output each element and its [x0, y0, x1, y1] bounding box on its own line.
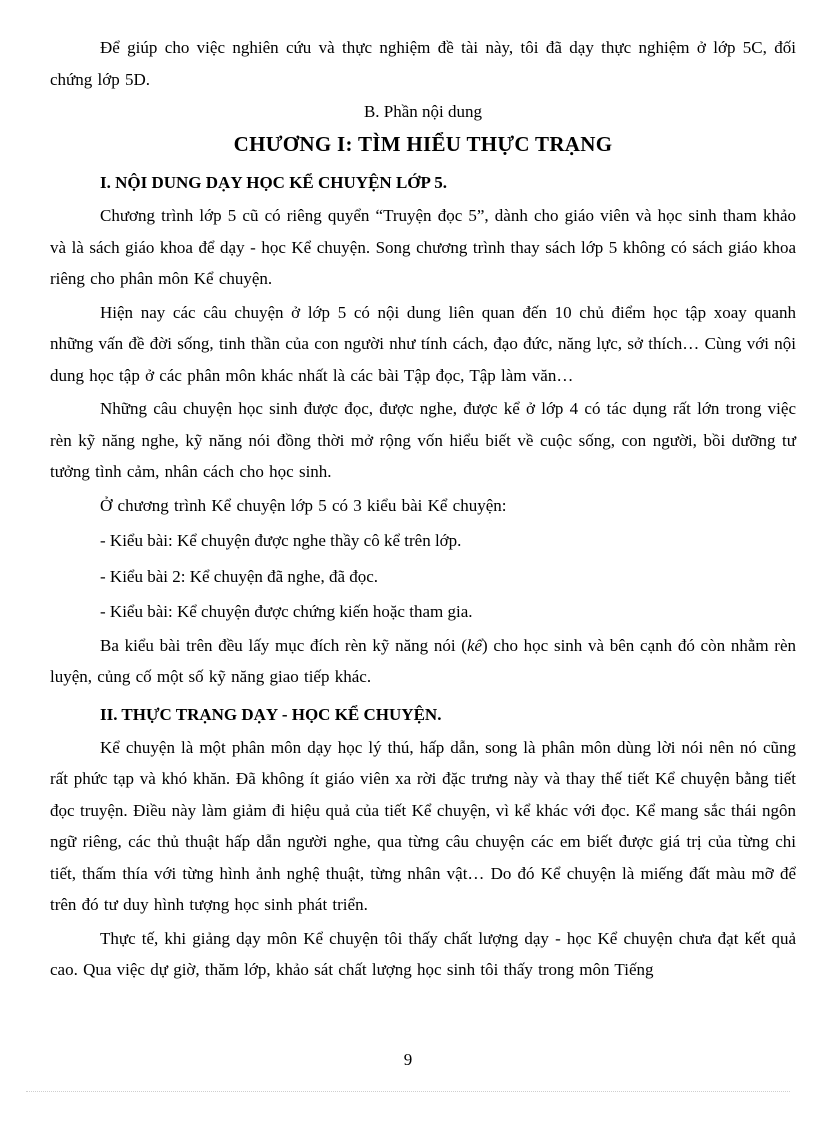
- intro-paragraph: Để giúp cho việc nghiên cứu và thực nghiệm đề tài này, tôi đã dạy thực nghiệm ở lớp 5C, đối chứng lớp 5D.: [50, 38, 796, 89]
- paragraph-teaching-reality: Thực tế, khi giảng dạy môn Kể chuyện tôi thấy chất lượng dạy - học Kể chuyện chưa đạt kết quả cao. Qua việc dự giờ, thăm lớp, khảo sát chất lượng học sinh tôi thấy trong môn Tiếng: [50, 928, 796, 979]
- paragraph-text: Ba kiểu bài trên đều lấy mục đích rèn kỹ năng nói (: [100, 635, 467, 655]
- heading-content-section: I. NỘI DUNG DẠY HỌC KỂ CHUYỆN LỚP 5.: [100, 173, 447, 192]
- heading-reality-section: II. THỰC TRẠNG DẠY - HỌC KỂ CHUYỆN.: [100, 704, 442, 724]
- paragraph-storytelling-nature: Kể chuyện là một phân môn dạy học lý thú, hấp dẫn, song là phân môn dùng lời nói nên nó cũng rất phức tạp và khó khăn. Đã không ít giáo viên xa rời đặc trưng này và thay thế tiết Kể chuyện bằng tiết đọc truyện. Điều này làm giảm đi hiệu quả của tiết Kể chuyện, vì kể khác với đọc. Kể mang sắc thái ngôn ngữ riêng, các thủ thuật hấp dẫn người nghe, qua từng câu chuyện các em biết được giá trị của từng chi tiết, thấm thía với từng hình ảnh nghệ thuật, từng nhân vật… Do đó Kể chuyện là miếng đất màu mỡ để trên đó tư duy hình tượng học sinh phát triển.: [50, 737, 796, 914]
- paragraph-lesson-types-intro: Ở chương trình Kể chuyện lớp 5 có 3 kiểu bài Kể chuyện:: [100, 495, 507, 515]
- section-label: B. Phần nội dung: [363, 102, 483, 121]
- list-item: - Kiểu bài: Kể chuyện được chứng kiến hoặc tham gia.: [100, 602, 473, 621]
- paragraph-story-benefits: Những câu chuyện học sinh được đọc, được nghe, được kể ở lớp 4 có tác dụng rất lớn trong việc rèn kỹ năng nghe, kỹ năng nói đồng thời mở rộng vốn hiểu biết về cuộc sống, con người, bồi dưỡng tư tưởng tình cảm, nhân cách cho học sinh.: [50, 399, 796, 481]
- paragraph-current-stories: Hiện nay các câu chuyện ở lớp 5 có nội dung liên quan đến 10 chủ điểm học tập xoay quanh những vấn đề đời sống, tinh thần của con người như tính cách, đạo đức, năng lực, sở thích… Cùng với nội dung học tập ở các phân môn khác nhất là các bài Tập đọc, Tập làm văn…: [50, 302, 796, 385]
- footer-divider: [26, 1091, 790, 1092]
- page-number: 9: [403, 1050, 413, 1069]
- paragraph-text: ) cho học sinh và bên cạnh đó còn nhằm rèn luyện, củng cố một số kỹ năng giao tiếp khác.: [50, 635, 797, 686]
- list-item: - Kiểu bài: Kể chuyện được nghe thầy cô kể trên lớp.: [100, 531, 462, 550]
- paragraph-lesson-purpose: [50, 630, 796, 693]
- chapter-title: CHƯƠNG I: TÌM HIỂU THỰC TRẠNG: [233, 132, 613, 156]
- list-item: - Kiểu bài 2: Kể chuyện đã nghe, đã đọc.: [100, 566, 379, 586]
- italic-term: kể: [466, 635, 483, 655]
- paragraph-old-curriculum: Chương trình lớp 5 cũ có riêng quyển “Truyện đọc 5”, dành cho giáo viên và học sinh tham khảo và là sách giáo khoa để dạy - học Kể chuyện. Song chương trình thay sách lớp 5 không có sách giáo khoa riêng cho phân môn Kể chuyện.: [50, 206, 796, 288]
